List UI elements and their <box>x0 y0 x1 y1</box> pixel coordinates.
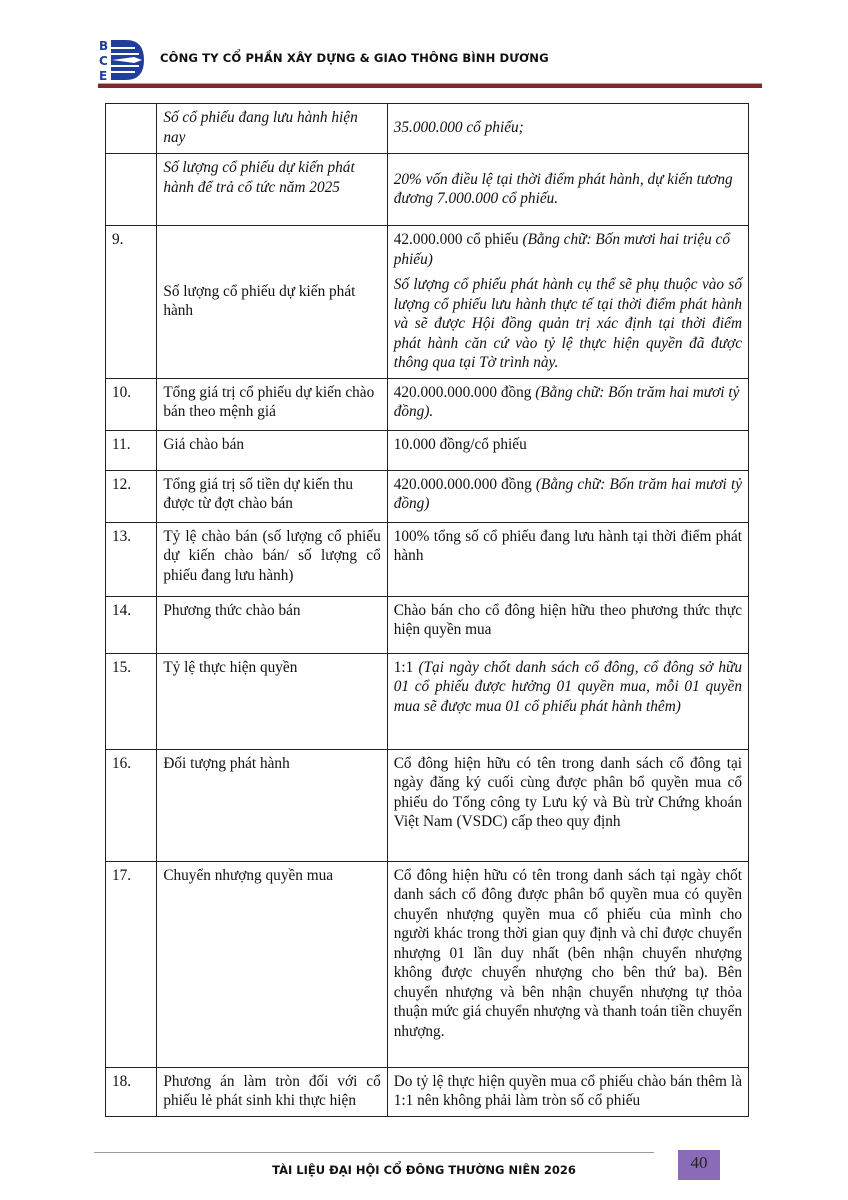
row-number: 15. <box>106 653 157 749</box>
svg-text:B: B <box>99 39 109 53</box>
row-value: Chào bán cho cổ đông hiện hữu theo phương thức thực hiện quyền mua <box>387 596 748 653</box>
value-text-italic: (Bằng chữ: Bốn trăm hai mươi tỷ đồng). <box>393 383 740 420</box>
row-value: 100% tổng số cổ phiếu đang lưu hành tại thời điểm phát hành <box>387 522 748 596</box>
table-row <box>106 470 749 522</box>
row-number: 9. <box>106 226 157 379</box>
row-label: Chuyển nhượng quyền mua <box>157 861 387 1067</box>
row-number: 13. <box>106 522 157 596</box>
row-value <box>387 470 748 522</box>
row-value: Cổ đông hiện hữu có tên trong danh sách cổ đông tại ngày đăng ký cuối cùng được phân bổ quyền mua cổ phiếu do Tổng công ty Lưu ký và Bù trừ Chứng khoán Việt Nam (VSDC) cấp theo quy định <box>387 749 748 861</box>
row-label: Giá chào bán <box>157 430 387 470</box>
row-number: 12. <box>106 470 157 522</box>
row-label: Tổng giá trị số tiền dự kiến thu được từ đợt chào bán <box>157 470 387 522</box>
value-text: 1:1 <box>393 658 419 676</box>
share-offering-table <box>105 103 749 1117</box>
value-text-italic: (Bằng chữ: Bốn mươi hai triệu cổ phiếu) <box>393 231 730 268</box>
table-row <box>106 154 749 226</box>
row-label: Số cổ phiếu đang lưu hành hiện nay <box>157 104 387 154</box>
row-number: 18. <box>106 1067 157 1116</box>
table-row <box>106 861 749 1067</box>
value-text: 420.000.000.000 đồng <box>393 475 536 493</box>
footer-divider <box>94 1152 654 1153</box>
value-text: 420.000.000.000 đồng <box>393 383 536 401</box>
row-value <box>387 226 748 379</box>
row-number <box>106 154 157 226</box>
row-label: Tổng giá trị cổ phiếu dự kiến chào bán theo mệnh giá <box>157 378 387 430</box>
table-row <box>106 226 749 379</box>
company-name: CÔNG TY CỔ PHẦN XÂY DỰNG & GIAO THÔNG BÌNH DƯƠNG <box>160 51 549 65</box>
row-label: Tỷ lệ chào bán (số lượng cổ phiếu dự kiến chào bán/ số lượng cổ phiếu đang lưu hành) <box>157 522 387 596</box>
table-row <box>106 749 749 861</box>
row-number: 14. <box>106 596 157 653</box>
row-label: Số lượng cổ phiếu dự kiến phát hành <box>157 226 387 379</box>
row-number: 17. <box>106 861 157 1067</box>
row-label: Tỷ lệ thực hiện quyền <box>157 653 387 749</box>
row-value: 35.000.000 cổ phiếu; <box>387 104 748 154</box>
row-label: Số lượng cổ phiếu dự kiến phát hành để trả cổ tức năm 2025 <box>157 154 387 226</box>
page-header <box>98 38 762 88</box>
row-label: Phương án làm tròn đối với cổ phiếu lẻ phát sinh khi thực hiện <box>157 1067 387 1116</box>
table-row <box>106 522 749 596</box>
row-value <box>387 653 748 749</box>
row-value: 10.000 đồng/cổ phiếu <box>387 430 748 470</box>
row-number <box>106 104 157 154</box>
company-logo-icon <box>98 38 148 82</box>
row-number: 10. <box>106 378 157 430</box>
row-number: 16. <box>106 749 157 861</box>
value-text-italic: (Tại ngày chốt danh sách cổ đông, cổ đông sở hữu 01 cổ phiếu được hưởng 01 quyền mua, mỗi 01 quyền mua sẽ được mua 01 cổ phiếu phát hành thêm) <box>393 658 742 715</box>
table-row <box>106 378 749 430</box>
row-number: 11. <box>106 430 157 470</box>
table-row <box>106 430 749 470</box>
svg-text:C: C <box>99 54 108 68</box>
table-row <box>106 1067 749 1116</box>
svg-text:E: E <box>99 69 108 82</box>
value-text-italic: (Bằng chữ: Bốn trăm hai mươi tỷ đồng) <box>393 475 742 512</box>
header-divider <box>98 83 762 88</box>
table-row <box>106 596 749 653</box>
row-value: 20% vốn điều lệ tại thời điểm phát hành, dự kiến tương đương 7.000.000 cổ phiếu. <box>387 154 748 226</box>
table-row <box>106 104 749 154</box>
row-label: Phương thức chào bán <box>157 596 387 653</box>
page-number-badge: 40 <box>678 1150 720 1180</box>
table-row <box>106 653 749 749</box>
row-value: Cổ đông hiện hữu có tên trong danh sách tại ngày chốt danh sách cổ đông được phân bổ quyền mua có quyền chuyển nhượng quyền mua cổ phiếu của mình cho người khác trong thời gian quy định và chỉ được chuyển nhượng 01 lần duy nhất (bên nhận chuyển nhượng không được chuyển nhượng cho bên thứ ba). Bên chuyển nhượng và bên nhận chuyển nhượng tự thỏa thuận mức giá chuyển nhượng và thanh toán tiền chuyển nhượng. <box>387 861 748 1067</box>
value-note: Số lượng cổ phiếu phát hành cụ thể sẽ phụ thuộc vào số lượng cổ phiếu lưu hành thực tế tại thời điểm phát hành và sẽ được Hội đồng quản trị xác định tại thời điểm phát hành căn cứ vào tỷ lệ thực hiện quyền đã được thông qua tại Tờ trình này. <box>393 276 742 371</box>
value-text: 42.000.000 cổ phiếu <box>393 231 523 248</box>
row-value: Do tỷ lệ thực hiện quyền mua cổ phiếu chào bán thêm là 1:1 nên không phải làm tròn số cổ phiếu <box>387 1067 748 1116</box>
footer-title: TÀI LIỆU ĐẠI HỘI CỔ ĐÔNG THƯỜNG NIÊN 2026 <box>272 1163 576 1177</box>
row-value <box>387 378 748 430</box>
row-label: Đối tượng phát hành <box>157 749 387 861</box>
